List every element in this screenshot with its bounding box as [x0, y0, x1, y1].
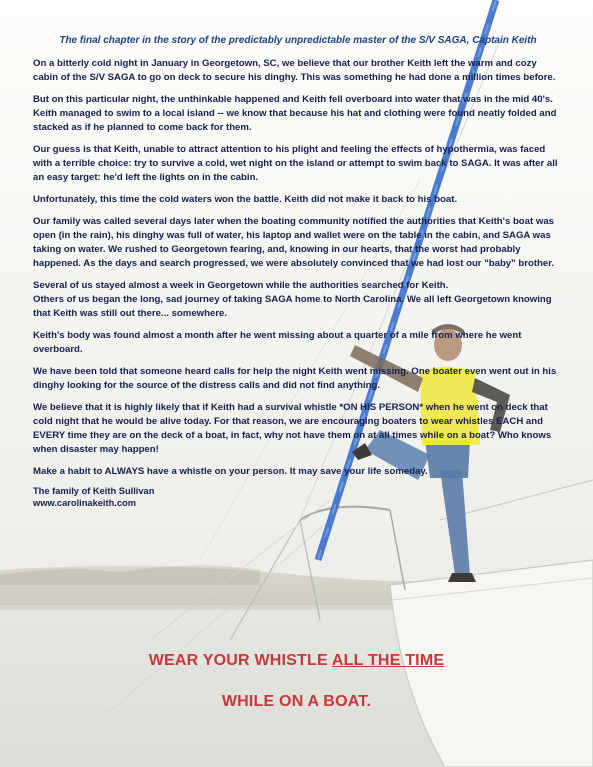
letter-body	[33, 34, 563, 509]
paragraph-1: On a bitterly cold night in January in Georgetown, SC, we believe that our brother Keith left the warm and cozy cabin of the S/V SAGA to go on deck to secure his dinghy. This was something he had done a million times before.	[33, 58, 556, 83]
paragraph-2: But on this particular night, the unthinkable happened and Keith fell overboard into water that was in the mid 40's. Keith managed to swim to a local island -- we know that because his hat and clothing were found neatly folded and stacked as if he planned to come back for them.	[33, 94, 557, 133]
header-title: The final chapter in the story of the predictably unpredictable master of the S/V SAGA, Captain Keith	[59, 35, 537, 46]
paragraph-3: Our guess is that Keith, unable to attract attention to his plight and feeling the effects of hypothermia, was faced with a terrible choice: try to survive a cold, wet night on the island or attempt to swim back to SAGA. It was after all an easy target: he'd left the lights on in the cabin.	[33, 144, 558, 183]
paragraph-4: Unfortunately, this time the cold waters won the battle. Keith did not make it back to his boat.	[33, 194, 458, 205]
paragraph-10: We believe that it is highly likely that if Keith had a survival whistle *ON HIS PERSON* when he went on deck that cold night that he would be alive today. For that reason, we are encouraging boaters to wear whistles EACH and EVERY time they are on the deck of a boat, in fact, why not have them on at all times while on a boat? Who knows when disaster may happen!	[33, 402, 552, 455]
paragraph-5: Our family was called several days later when the boating community notified the authorities that Keith's boat was open (in the rain), his dinghy was full of water, his laptop and wallet were on the table in the cabin, and SAGA was taking on water. We rushed to Georgetown fearing, and, knowing in our hearts, that the worst had probably happened. As the days and search progressed, we were absolutely convinced that we had lost our "baby" brother.	[33, 216, 555, 269]
paragraph-11: Make a habit to ALWAYS have a whistle on your person. It may save your life someday.	[33, 466, 428, 477]
signature-name: The family of Keith Sullivan	[33, 486, 155, 496]
signature-website[interactable]: www.carolinakeith.com	[33, 498, 136, 508]
cta-line-2: WHILE ON A BOAT.	[221, 693, 372, 710]
paragraph-7: Others of us began the long, sad journey of taking SAGA home to North Carolina. We all left Georgetown knowing that Keith was still out there... somewhere.	[33, 294, 552, 319]
paragraph-6: Several of us stayed almost a week in Georgetown while the authorities searched for Keith.	[33, 280, 449, 291]
paragraph-8: Keith's body was found almost a month after he went missing about a quarter of a mile from where he went overboard.	[33, 330, 522, 355]
cta-line-1-emphasis: ALL THE TIME	[331, 652, 445, 669]
cta-line-1-text: WEAR YOUR WHISTLE	[148, 652, 332, 669]
cta-line-1	[0, 652, 593, 670]
paragraph-9: We have been told that someone heard calls for help the night Keith went missing. One boater even went out in his dinghy looking for the source of the distress calls and did not find anything.	[33, 366, 557, 391]
